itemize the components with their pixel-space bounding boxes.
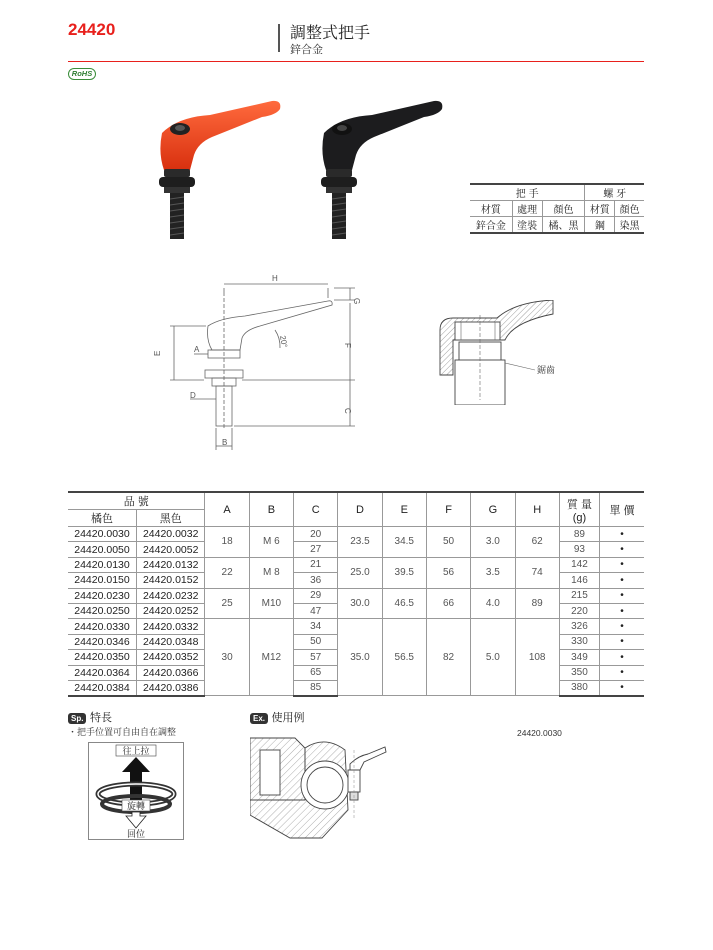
dim-B: B <box>222 438 228 447</box>
adjust-diagram <box>88 742 184 840</box>
dim-b: M12 <box>249 619 293 696</box>
sp-tag: Sp. <box>68 713 86 724</box>
dim-C: C <box>343 408 352 414</box>
black-col-header: 黑色 <box>136 510 204 527</box>
mass-header <box>559 492 599 527</box>
col-header-g: G <box>471 492 515 527</box>
price-value: • <box>600 573 644 588</box>
col-header-a: A <box>205 492 249 527</box>
dim-f: 56 <box>426 557 470 588</box>
dim-h: 89 <box>515 588 559 619</box>
mat-header: 材質 <box>585 201 615 217</box>
dim-h: 62 <box>515 527 559 558</box>
mat-value: 染黑 <box>615 217 644 234</box>
black-code: 24420.0386 <box>136 680 204 695</box>
orange-code: 24420.0346 <box>68 634 136 649</box>
col-header-b: B <box>249 492 293 527</box>
example-title: 使用例 <box>271 711 305 724</box>
mat-header: 處理 <box>512 201 542 217</box>
black-code: 24420.0366 <box>136 665 204 680</box>
black-code: 24420.0232 <box>136 588 204 603</box>
orange-code: 24420.0250 <box>68 603 136 618</box>
dim-c: 29 <box>294 588 338 603</box>
title-separator <box>278 24 280 52</box>
dim-c: 47 <box>294 603 338 618</box>
orange-code: 24420.0364 <box>68 665 136 680</box>
mass-value: 380 <box>559 680 599 695</box>
mass-value: 215 <box>559 588 599 603</box>
dim-c: 85 <box>294 680 338 695</box>
product-code: 24420 <box>68 20 116 39</box>
black-code: 24420.0152 <box>136 573 204 588</box>
dim-h: 74 <box>515 557 559 588</box>
black-code: 24420.0252 <box>136 603 204 618</box>
material-subtitle: 鋅合金 <box>290 43 323 56</box>
black-code: 24420.0332 <box>136 619 204 634</box>
dim-d: 30.0 <box>338 588 382 619</box>
mat-header: 顏色 <box>542 201 585 217</box>
dim-c: 57 <box>294 650 338 665</box>
mat-value: 橘、黑 <box>542 217 585 234</box>
header-divider <box>68 61 644 62</box>
dim-e: 56.5 <box>382 619 426 696</box>
orange-code: 24420.0030 <box>68 527 136 542</box>
dimension-drawing <box>150 268 365 458</box>
black-code: 24420.0348 <box>136 634 204 649</box>
handle-group-header: 把 手 <box>470 184 585 201</box>
black-code: 24420.0032 <box>136 527 204 542</box>
dim-c: 65 <box>294 665 338 680</box>
mass-unit-label: (g) <box>572 511 587 524</box>
price-header: 單 價 <box>600 492 644 527</box>
mass-value: 93 <box>559 542 599 557</box>
orange-code: 24420.0050 <box>68 542 136 557</box>
black-code: 24420.0132 <box>136 557 204 572</box>
dim-a: 18 <box>205 527 249 558</box>
dim-b: M 6 <box>249 527 293 558</box>
mass-value: 142 <box>559 557 599 572</box>
orange-code: 24420.0350 <box>68 650 136 665</box>
dim-F: F <box>343 343 352 348</box>
price-value: • <box>600 665 644 680</box>
dim-g: 3.5 <box>471 557 515 588</box>
col-header-c: C <box>294 492 338 527</box>
dim-a: 25 <box>205 588 249 619</box>
page-title: 調整式把手 <box>290 23 371 42</box>
usage-example-drawing <box>250 730 390 840</box>
col-header-d: D <box>338 492 382 527</box>
dim-b: M10 <box>249 588 293 619</box>
example-heading <box>250 709 305 725</box>
price-value: • <box>600 527 644 542</box>
dim-e: 39.5 <box>382 557 426 588</box>
rotate-label: 旋轉 <box>126 802 146 812</box>
dim-G: G <box>352 298 361 305</box>
table-row <box>68 527 644 542</box>
table-header-row <box>68 492 644 510</box>
features-heading <box>68 709 112 725</box>
mass-header-label: 質 量 <box>566 498 592 511</box>
mass-value: 89 <box>559 527 599 542</box>
price-value: • <box>600 650 644 665</box>
pull-up-label: 往上拉 <box>122 747 150 757</box>
mass-value: 220 <box>559 603 599 618</box>
rohs-badge: RoHS <box>68 68 96 80</box>
mass-value: 350 <box>559 665 599 680</box>
dim-f: 82 <box>426 619 470 696</box>
material-table <box>470 183 644 234</box>
table-row <box>68 619 644 634</box>
price-value: • <box>600 603 644 618</box>
dim-g: 4.0 <box>471 588 515 619</box>
mass-value: 146 <box>559 573 599 588</box>
section-detail-drawing <box>425 300 575 405</box>
black-code: 24420.0352 <box>136 650 204 665</box>
dim-a: 30 <box>205 619 249 696</box>
mat-value: 塗裝 <box>512 217 542 234</box>
dim-b: M 8 <box>249 557 293 588</box>
dim-d: 23.5 <box>338 527 382 558</box>
dim-c: 50 <box>294 634 338 649</box>
thread-group-header: 螺 牙 <box>585 184 644 201</box>
mat-value: 鋼 <box>585 217 615 234</box>
dim-a: 22 <box>205 557 249 588</box>
orange-code: 24420.0384 <box>68 680 136 695</box>
specification-table <box>68 491 644 697</box>
orange-code: 24420.0130 <box>68 557 136 572</box>
dim-c: 36 <box>294 573 338 588</box>
features-title: 特長 <box>89 711 112 724</box>
orange-code: 24420.0150 <box>68 573 136 588</box>
price-value: • <box>600 619 644 634</box>
orange-col-header: 橘色 <box>68 510 136 527</box>
dim-c: 20 <box>294 527 338 542</box>
features-text: ・把手位置可自由自在調整 <box>68 728 177 738</box>
dim-c: 21 <box>294 557 338 572</box>
price-value: • <box>600 634 644 649</box>
dim-g: 3.0 <box>471 527 515 558</box>
table-row <box>68 557 644 572</box>
orange-code: 24420.0330 <box>68 619 136 634</box>
black-handle-photo <box>312 95 452 245</box>
col-header-f: F <box>426 492 470 527</box>
dim-h: 108 <box>515 619 559 696</box>
price-value: • <box>600 542 644 557</box>
code-header: 品 號 <box>68 492 205 510</box>
dim-e: 34.5 <box>382 527 426 558</box>
dim-H: H <box>272 274 278 283</box>
price-value: • <box>600 680 644 695</box>
mass-value: 330 <box>559 634 599 649</box>
dim-e: 46.5 <box>382 588 426 619</box>
dim-f: 50 <box>426 527 470 558</box>
serration-label: 鋸齒 <box>537 366 556 376</box>
dim-E: E <box>153 350 162 356</box>
mass-value: 349 <box>559 650 599 665</box>
dim-d: 35.0 <box>338 619 382 696</box>
orange-code: 24420.0230 <box>68 588 136 603</box>
ex-tag: Ex. <box>250 713 268 724</box>
dim-d: 25.0 <box>338 557 382 588</box>
dim-c: 34 <box>294 619 338 634</box>
dim-f: 66 <box>426 588 470 619</box>
table-row <box>68 588 644 603</box>
mat-value: 鋅合金 <box>470 217 512 234</box>
dim-D: D <box>190 391 196 400</box>
black-code: 24420.0052 <box>136 542 204 557</box>
col-header-h: H <box>515 492 559 527</box>
mass-value: 326 <box>559 619 599 634</box>
dim-angle: 20° <box>278 334 289 349</box>
col-header-e: E <box>382 492 426 527</box>
example-product-code: 24420.0030 <box>517 728 562 738</box>
mat-header: 顏色 <box>615 201 644 217</box>
dim-c: 27 <box>294 542 338 557</box>
orange-handle-photo <box>150 95 290 245</box>
dim-g: 5.0 <box>471 619 515 696</box>
price-value: • <box>600 557 644 572</box>
mat-header: 材質 <box>470 201 512 217</box>
return-label: 回位 <box>126 830 146 840</box>
price-value: • <box>600 588 644 603</box>
dim-A: A <box>194 345 200 354</box>
